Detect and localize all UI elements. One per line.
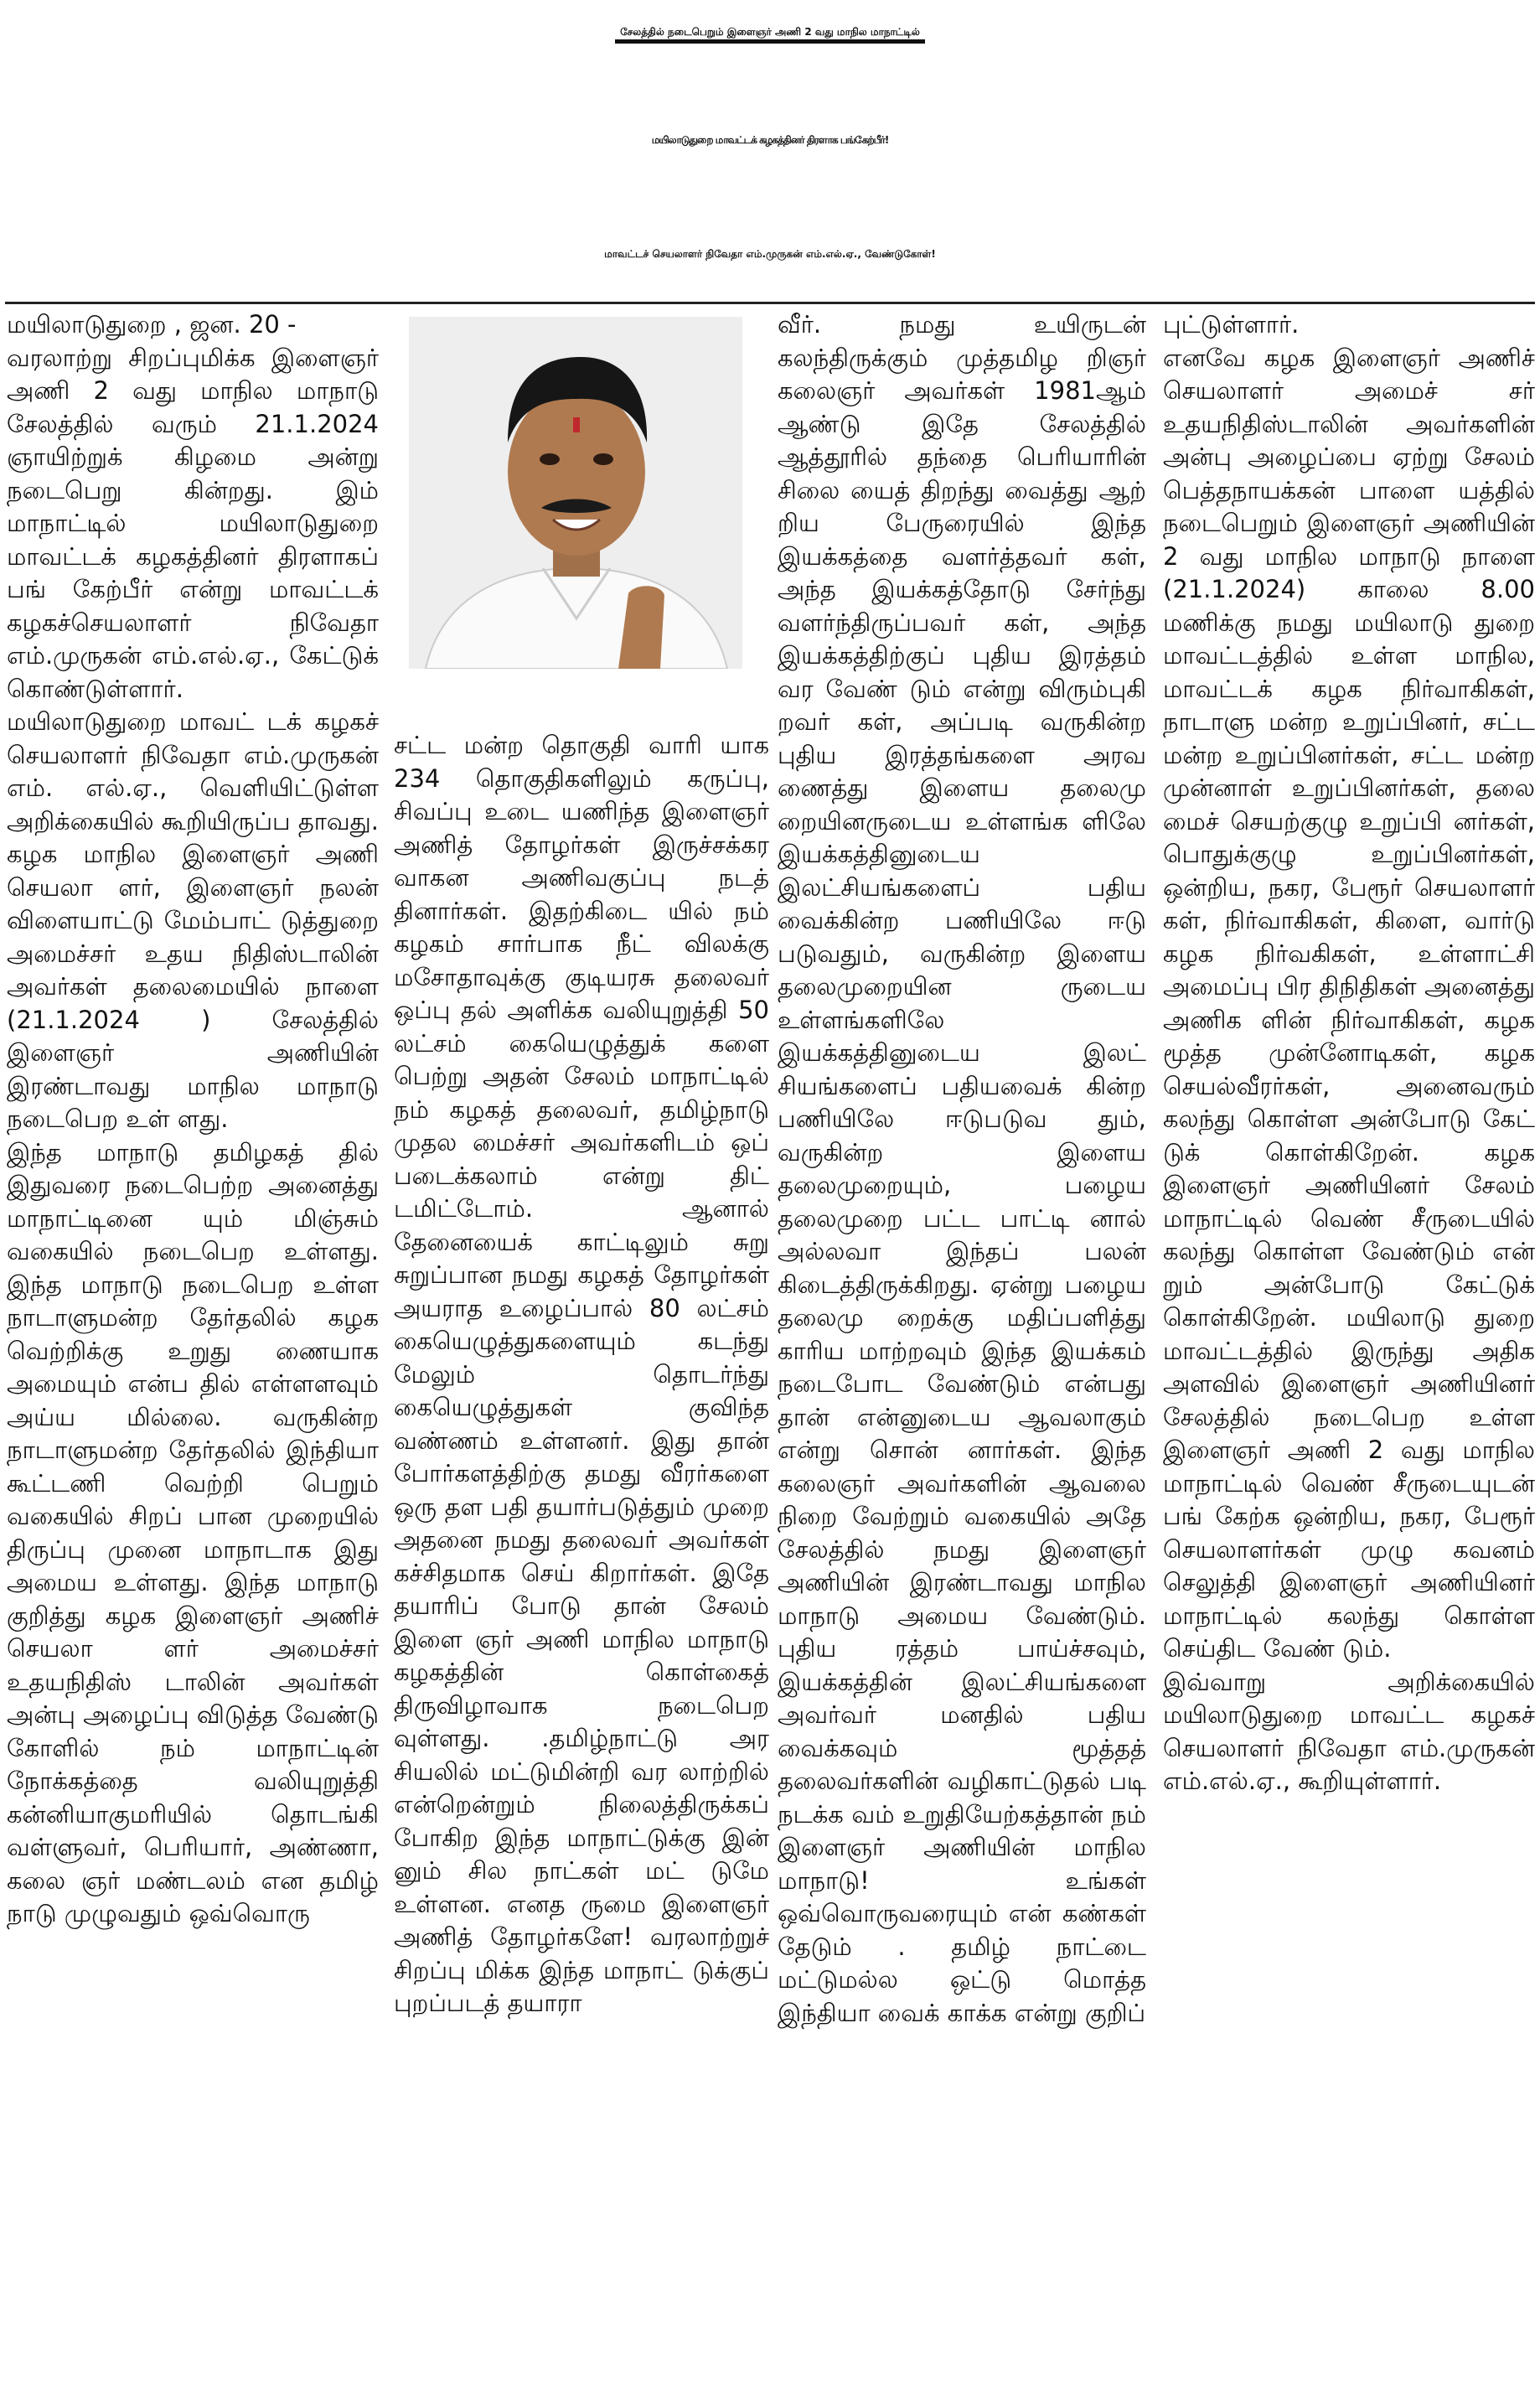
article-column-1: மயிலாடுதுறை , ஜன. 20 - வரலாற்று சிறப்புமிக்க இளைஞர் அணி 2 வது மாநில மாநாடு சேலத்தில் வரும் 21.1.2024 ஞாயிற்றுக் கிழமை அன்று நடைபெறு கின்றது. இம் மாநாட்டில் மயிலாடுதுறை மாவட்டக் கழகத்தினர் திரளாகப் பங் கேற்பீர் என்று மாவட்டக் கழகச்செயலாளர் நிவேதா எம்.முருகன் எம்.எல்.ஏ., கேட்டுக் கொண்டுள்ளார். மயிலாடுதுறை மாவட் டக் கழகச் செயலாளர் நிவேதா எம்.முருகன் எம். எல்.ஏ., வெளியிட்டுள்ள அறிக்கையில் கூறியிருப்ப தாவது. கழக மாநில இளைஞர் அணி செயலா ளர், இளைஞர் நலன் விளையாட்டு மேம்பாட் டுத்துறை அமைச்சர் உதய நிதிஸ்டாலின் அவர்கள் தலைமையில் நாளை (21.1.2024 ) சேலத்தில் இளைஞர் அணியின் இரண்டாவது மாநில மாநாடு நடைபெற உள் ளது. இந்த மாநாடு தமிழகத் தில் இதுவரை நடைபெற்ற அனைத்து மாநாட்டினை யும் மிஞ்சும் வகையில் நடைபெற உள்ளது. இந்த மாநாடு நடைபெற உள்ள நாடாளுமன்ற தேர்தலில் கழக வெற்றிக்கு உறுது ணையாக அமையும் என்ப தில் எள்ளளவும் அய்ய மில்லை. வருகின்ற நாடாளுமன்ற தேர்தலில் இந்தியா கூட்டணி வெற்றி பெறும் வகையில் சிறப் பான முறையில் திருப்பு முனை மாநாடாக இது அமைய உள்ளது. இந்த மாநாடு குறித்து கழக இளைஞர் அணிச் செயலா ளர் அமைச்சர் உதயநிதிஸ் டாலின் அவர்கள் அன்பு அழைப்பு விடுத்த வேண்டு கோளில் நம் மாநாட்டின் நோக்கத்தை வலியுறுத்தி கன்னியாகுமரியில் தொடங்கி வள்ளுவர், பெரியார், அண்ணா, கலை ஞர் மண்டலம் என தமிழ் நாடு முழுவதும் ஒவ்வொரு [7, 310, 379, 1927]
subheadline: மாவட்டச் செயலாளர் நிவேதா எம்.முருகன் எம்.எல்.ஏ., வேண்டுகோள்! [604, 248, 936, 260]
kicker-line [0, 7, 1540, 57]
article-column-3: வீர். நமது உயிருடன் கலந்திருக்கும் முத்தமிழ றிஞர் கலைஞர் அவர்கள் 1981ஆம் ஆண்டு இதே சேலத்தில் ஆத்தூரில் தந்தை பெரியாரின் சிலை யைத் திறந்து வைத்து ஆற் றிய பேருரையில் இந்த இயக்கத்தை வளர்த்தவர் கள், அந்த இயக்கத்தோடு சேர்ந்து வளர்ந்திருப்பவர் கள், அந்த இயக்கத்திற்குப் புதிய இரத்தம் வர வேண் டும் என்று விரும்புகி றவர் கள், அப்படி வருகின்ற புதிய இரத்தங்களை அரவ ணைத்து இளைய தலைமு றையினருடைய உள்ளங்க ளிலே இயக்கத்தினுடைய இலட்சியங்களைப் பதிய வைக்கின்ற பணியிலே ஈடு படுவதும், வருகின்ற இளைய தலைமுறையின ருடைய உள்ளங்களிலே இயக்கத்தினுடைய இலட் சியங்களைப் பதியவைக் கின்ற பணியிலே ஈடுபடுவ தும், வருகின்ற இளைய தலைமுறையும், பழைய தலைமுறை பட்ட பாட்டி னால் அல்லவா இந்தப் பலன் கிடைத்திருக்கிறது. ஏன்று பழைய தலைமு றைக்கு மதிப்பளித்து காரிய மாற்றவும் இந்த இயக்கம் நடைபோட வேண்டும் என்பது தான் என்னுடைய ஆவலாகும் என்று சொன் னார்கள். இந்த கலைஞர் அவர்களின் ஆவலை நிறை வேற்றும் வகையில் அதே சேலத்தில் நமது இளைஞர் அணியின் இரண்டாவது மாநில மாநாடு அமைய வேண்டும். புதிய ரத்தம் பாய்ச்சவும், இயக்கத்தின் இலட்சியங்களை அவர்வர் மனதில் பதிய வைக்கவும் மூத்தத் தலைவர்களின் வழிகாட்டுதல் படி நடக்க வம் உறுதியேற்கத்தான் நம் இளைஞர் அணியின் மாநில மாநாடு! உங்கள் ஒவ்வொருவரையும் என் கண்கள் தேடும் . தமிழ் நாட்டை மட்டுமல்ல ஒட்டு மொத்த இந்தியா வைக் காக்க என்று குறிப் [778, 310, 1146, 2027]
article-column-2: சட்ட மன்ற தொகுதி வாரி யாக 234 தொகுதிகளிலும் கருப்பு, சிவப்பு உடை யணிந்த இளைஞர் அணித் தோழர்கள் இருச்சக்கர வாகன அணிவகுப்பு நடத் தினார்கள். இதற்கிடை யில் நம் கழகம் சார்பாக நீட் விலக்கு மசோதாவுக்கு குடியரசு தலைவர் ஒப்பு தல் அளிக்க வலியுறுத்தி 50 லட்சம் கையெழுத்துக் களை பெற்று அதன் சேலம் மாநாட்டில் நம் கழகத் தலைவர், தமிழ்நாடு முதல மைச்சர் அவர்களிடம் ஒப் படைக்கலாம் என்று திட் டமிட்டோம். ஆனால் தேனையைக் காட்டிலும் சுறு சுறுப்பான நமது கழகத் தோழர்கள் அயராத உழைப்பால் 80 லட்சம் கையெழுத்துகளையும் கடந்து மேலும் தொடர்ந்து கையெழுத்துகள் குவிந்த வண்ணம் உள்ளனர். இது தான் போர்களத்திற்கு தமது வீரர்களை ஒரு தள பதி தயார்படுத்தும் முறை அதனை நமது தலைவர் அவர்கள் கச்சிதமாக செய் கிறார்கள். இதே தயாரிப் போடு தான் சேலம் இளை ஞர் அணி மாநில மாநாடு கழகத்தின் கொள்கைத் திருவிழாவாக நடைபெற வுள்ளது. .தமிழ்நாட்டு அர சியலில் மட்டுமின்றி வர லாற்றில் என்றென்றும் நிலைத்திருக்கப் போகிற இந்த மாநாட்டுக்கு இன் னும் சில நாட்கள் மட் டுமே உள்ளன. எனத ருமை இளைஞர் அணித் தோழர்களே! வரலாற்றுச் சிறப்பு மிக்க இந்த மாநாட் டுக்குப் புறப்படத் தயாரா [394, 731, 769, 2017]
article-column-4: புட்டுள்ளார். எனவே கழக இளைஞர் அணிச் செயலாளர் அமைச் சர் உதயநிதிஸ்டாலின் அவர்களின் அன்பு அழைப்பை ஏற்று சேலம் பெத்தநாயக்கன் பாளை யத்தில் நடைபெறும் இளைஞர் அணியின் 2 வது மாநில மாநாடு நாளை (21.1.2024) காலை 8.00 மணிக்கு நமது மயிலாடு துறை மாவட்டத்தில் உள்ள மாநில, மாவட்டக் கழக நிர்வாகிகள், நாடாளு மன்ற உறுப்பினர், சட்ட மன்ற உறுப்பினர்கள், சட்ட மன்ற முன்னாள் உறுப்பினர்கள், தலை மைச் செயற்குழு உறுப்பி னர்கள், பொதுக்குழு உறுப்பினர்கள், ஒன்றிய, நகர, பேரூர் செயலாளர் கள், நிர்வாகிகள், கிளை, வார்டு கழக நிர்வகிகள், உள்ளாட்சி அமைப்பு பிர திநிதிகள் அனைத்து அணிக ளின் நிர்வாகிகள், கழக மூத்த முன்னோடிகள், கழக செயல்வீரர்கள், அனைவரும் கலந்து கொள்ள அன்போடு கேட் டுக் கொள்கிறேன். கழக இளைஞர் அணியினர் சேலம் மாநாட்டில் வெண் சீருடையில் கலந்து கொள்ள வேண்டும் என் றும் அன்போடு கேட்டுக் கொள்கிறேன். மயிலாடு துறை மாவட்டத்தில் இருந்து அதிக அளவில் இளைஞர் அணியினர் சேலத்தில் நடைபெற உள்ள இளைஞர் அணி 2 வது மாநில மாநாட்டில் வெண் சீருடையுடன் பங் கேற்க ஒன்றிய, நகர, பேரூர் செயலாளர்கள் முழு கவனம் செலுத்தி இளைஞர் அணியினர் மாநாட்டில் கலந்து கொள்ள செய்திட வேண் டும். இவ்வாறு அறிக்கையில் மயிலாடுதுறை மாவட்ட கழகச் செயலாளர் நிவேதா எம்.முருகன் எம்.எல்.ஏ., கூறியுள்ளார். [1163, 310, 1535, 1795]
portrait-illustration [409, 317, 742, 669]
kicker-text: சேலத்தில் நடைபெறும் இளைஞர் அணி 2 வது மாநில மாநாட்டில் [615, 26, 925, 44]
portrait-photo [409, 317, 742, 669]
headline: மயிலாடுதுறை மாவட்டக் கழகத்தினர் திரளாக பங்கேற்பீர்! [651, 134, 889, 146]
header-rule [5, 302, 1535, 304]
